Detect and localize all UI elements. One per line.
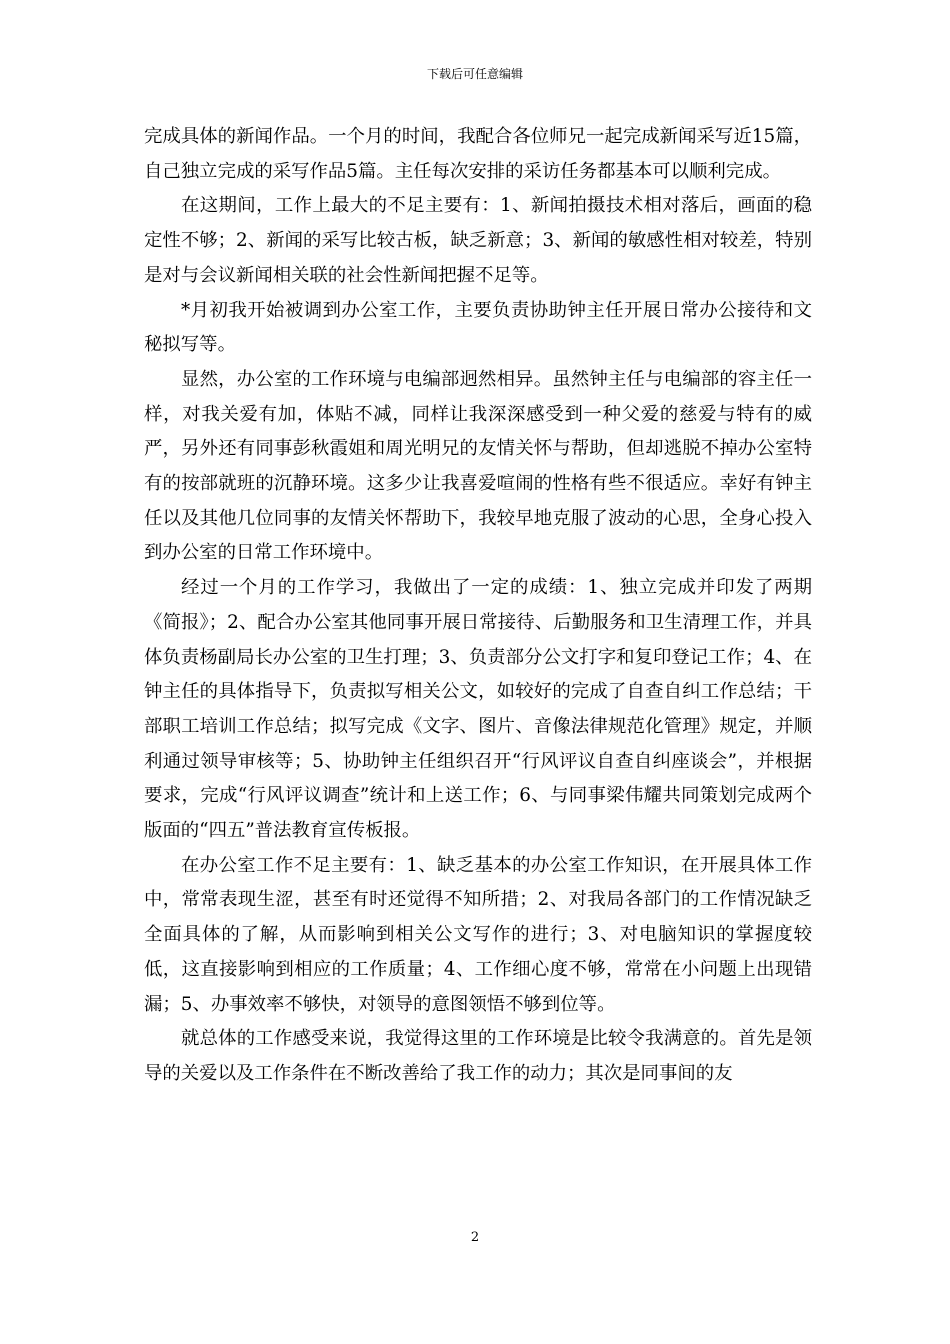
paragraph-achievements: 经过一个月的工作学习，我做出了一定的成绩：1、独立完成并印发了两期《简报》；2、配合办公室其他同事开展日常接待、后勤服务和卫生清理工作，并具体负责杨副局长办公室的卫生打理；3、负责部分公文打字和复印登记工作；4、在钟主任的具体指导下，负责拟写相关公文，如较好的完成了自查自纠工作总结；干部职工培训工作总结；拟写完成《文字、图片、音像法律规范化管理》规定，并顺利通过领导审核等；5、协助钟主任组织召开“行风评议自查自纠座谈会”，并根据要求，完成“行风评议调查”统计和上送工作；6、与同事梁伟耀共同策划完成两个版面的“四五”普法教育宣传板报。	[144, 577, 812, 842]
paragraph-office-environment: 显然，办公室的工作环境与电编部迥然相异。虽然钟主任与电编部的容主任一样，对我关爱有加，体贴不减，同样让我深深感受到一种父爱的慈爱与特有的威严，另外还有同事彭秋霞姐和周光明兄的友情关怀与帮助，但却逃脱不掉办公室特有的按部就班的沉静环境。这多少让我喜爱喧闹的性格有些不很适应。幸好有钟主任以及其他几位同事的友情关怀帮助下，我较早地克服了波动的心思，全身心投入到办公室的日常工作环境中。	[144, 368, 812, 564]
page-header: 下载后可任意编辑	[426, 67, 523, 81]
paragraph-continuation: 完成具体的新闻作品。一个月的时间，我配合各位师兄一起完成新闻采写近15篇，自己独立完成的采写作品5篇。主任每次安排的采访任务都基本可以顺利完成。	[144, 126, 812, 182]
paragraph-office-shortcomings: 在办公室工作不足主要有：1、缺乏基本的办公室工作知识，在开展具体工作中，常常表现生涩，甚至有时还觉得不知所措；2、对我局各部门的工作情况缺乏全面具体的了解，从而影响到相关公文写作的进行；3、对电脑知识的掌握度较低，这直接影响到相应的工作质量；4、工作细心度不够，常常在小问题上出现错漏；5、办事效率不够快，对领导的意图领悟不够到位等。	[144, 854, 812, 1015]
page-number: 2	[470, 1230, 480, 1245]
paragraph-news-shortcomings: 在这期间，工作上最大的不足主要有：1、新闻拍摄技术相对落后，画面的稳定性不够；2、新闻的采写比较古板，缺乏新意；3、新闻的敏感性相对较差，特别是对与会议新闻相关联的社会性新闻把握不足等。	[144, 195, 812, 286]
paragraph-office-transfer: *月初我开始被调到办公室工作，主要负责协助钟主任开展日常办公接待和文秘拟写等。	[144, 299, 812, 356]
document-body	[144, 120, 812, 1092]
paragraph-overall-feelings: 就总体的工作感受来说，我觉得这里的工作环境是比较令我满意的。首先是领导的关爱以及工作条件在不断改善给了我工作的动力；其次是同事间的友	[144, 1028, 812, 1084]
